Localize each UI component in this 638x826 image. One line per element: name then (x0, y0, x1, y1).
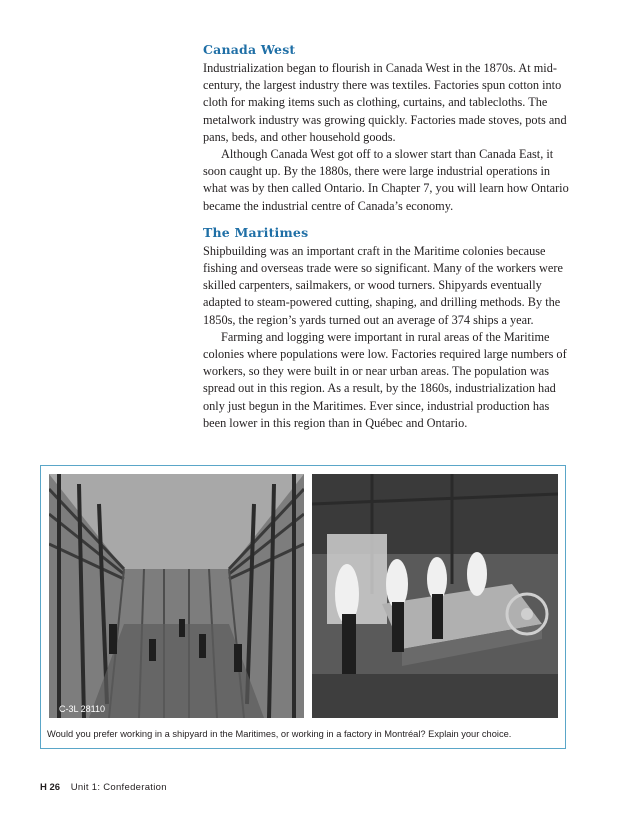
main-text-column (203, 42, 573, 442)
unit-label: Unit 1: Confederation (70, 782, 167, 793)
section-maritimes (203, 225, 573, 432)
section-canada-west (203, 42, 573, 215)
shipyard-illustration (49, 474, 304, 718)
page-footer (40, 782, 167, 793)
factory-illustration (312, 474, 558, 718)
paragraph: Farming and logging were important in rural areas of the Maritime colonies where populations were low. Factories required large numbers of workers, so they were built in or near urban areas. The population was spread out in this region. As a result, by the 1860s, industrialization had only just begun in the Maritimes. Ever since, industrial production has been lower in this region than in Québec and Ontario. (203, 329, 567, 430)
shipyard-photo (49, 474, 304, 718)
factory-photo (312, 474, 558, 718)
photo-archive-label: C-3L 28110 (59, 704, 106, 714)
figure-box (40, 465, 566, 749)
section-heading: Canada West (203, 42, 296, 57)
page-number: H 26 (40, 782, 61, 793)
section-heading: The Maritimes (203, 224, 309, 240)
figure-caption: Would you prefer working in a shipyard in the Maritimes, or working in a factory in Montréal? Explain your choice. (47, 729, 512, 739)
paragraph: Industrialization began to flourish in Canada West in the 1870s. At mid-century, the largest industry there was textiles. Factories spun cotton into cloth for making items such as clothing, curtains, and tablecloths. The metalwork industry was growing quickly. Factories made stoves, pots and pans, beds, and other household goods. (203, 61, 567, 144)
paragraph: Although Canada West got off to a slower start than Canada East, it soon caught up. By the 1880s, there were large industrial operations in what was by then called Ontario. In Chapter 7, you will learn how Ontario became the industrial centre of Canada’s economy. (203, 147, 569, 213)
paragraph: Shipbuilding was an important craft in the Maritime colonies because fishing and overseas trade were so significant. Many of the workers were skilled carpenters, sailmakers, or wood turners. Shipyards eventually adapted to steam-powered cutting, shaping, and drilling methods. By the 1850s, the region’s yards turned out an average of 374 ships a year. (203, 243, 563, 327)
